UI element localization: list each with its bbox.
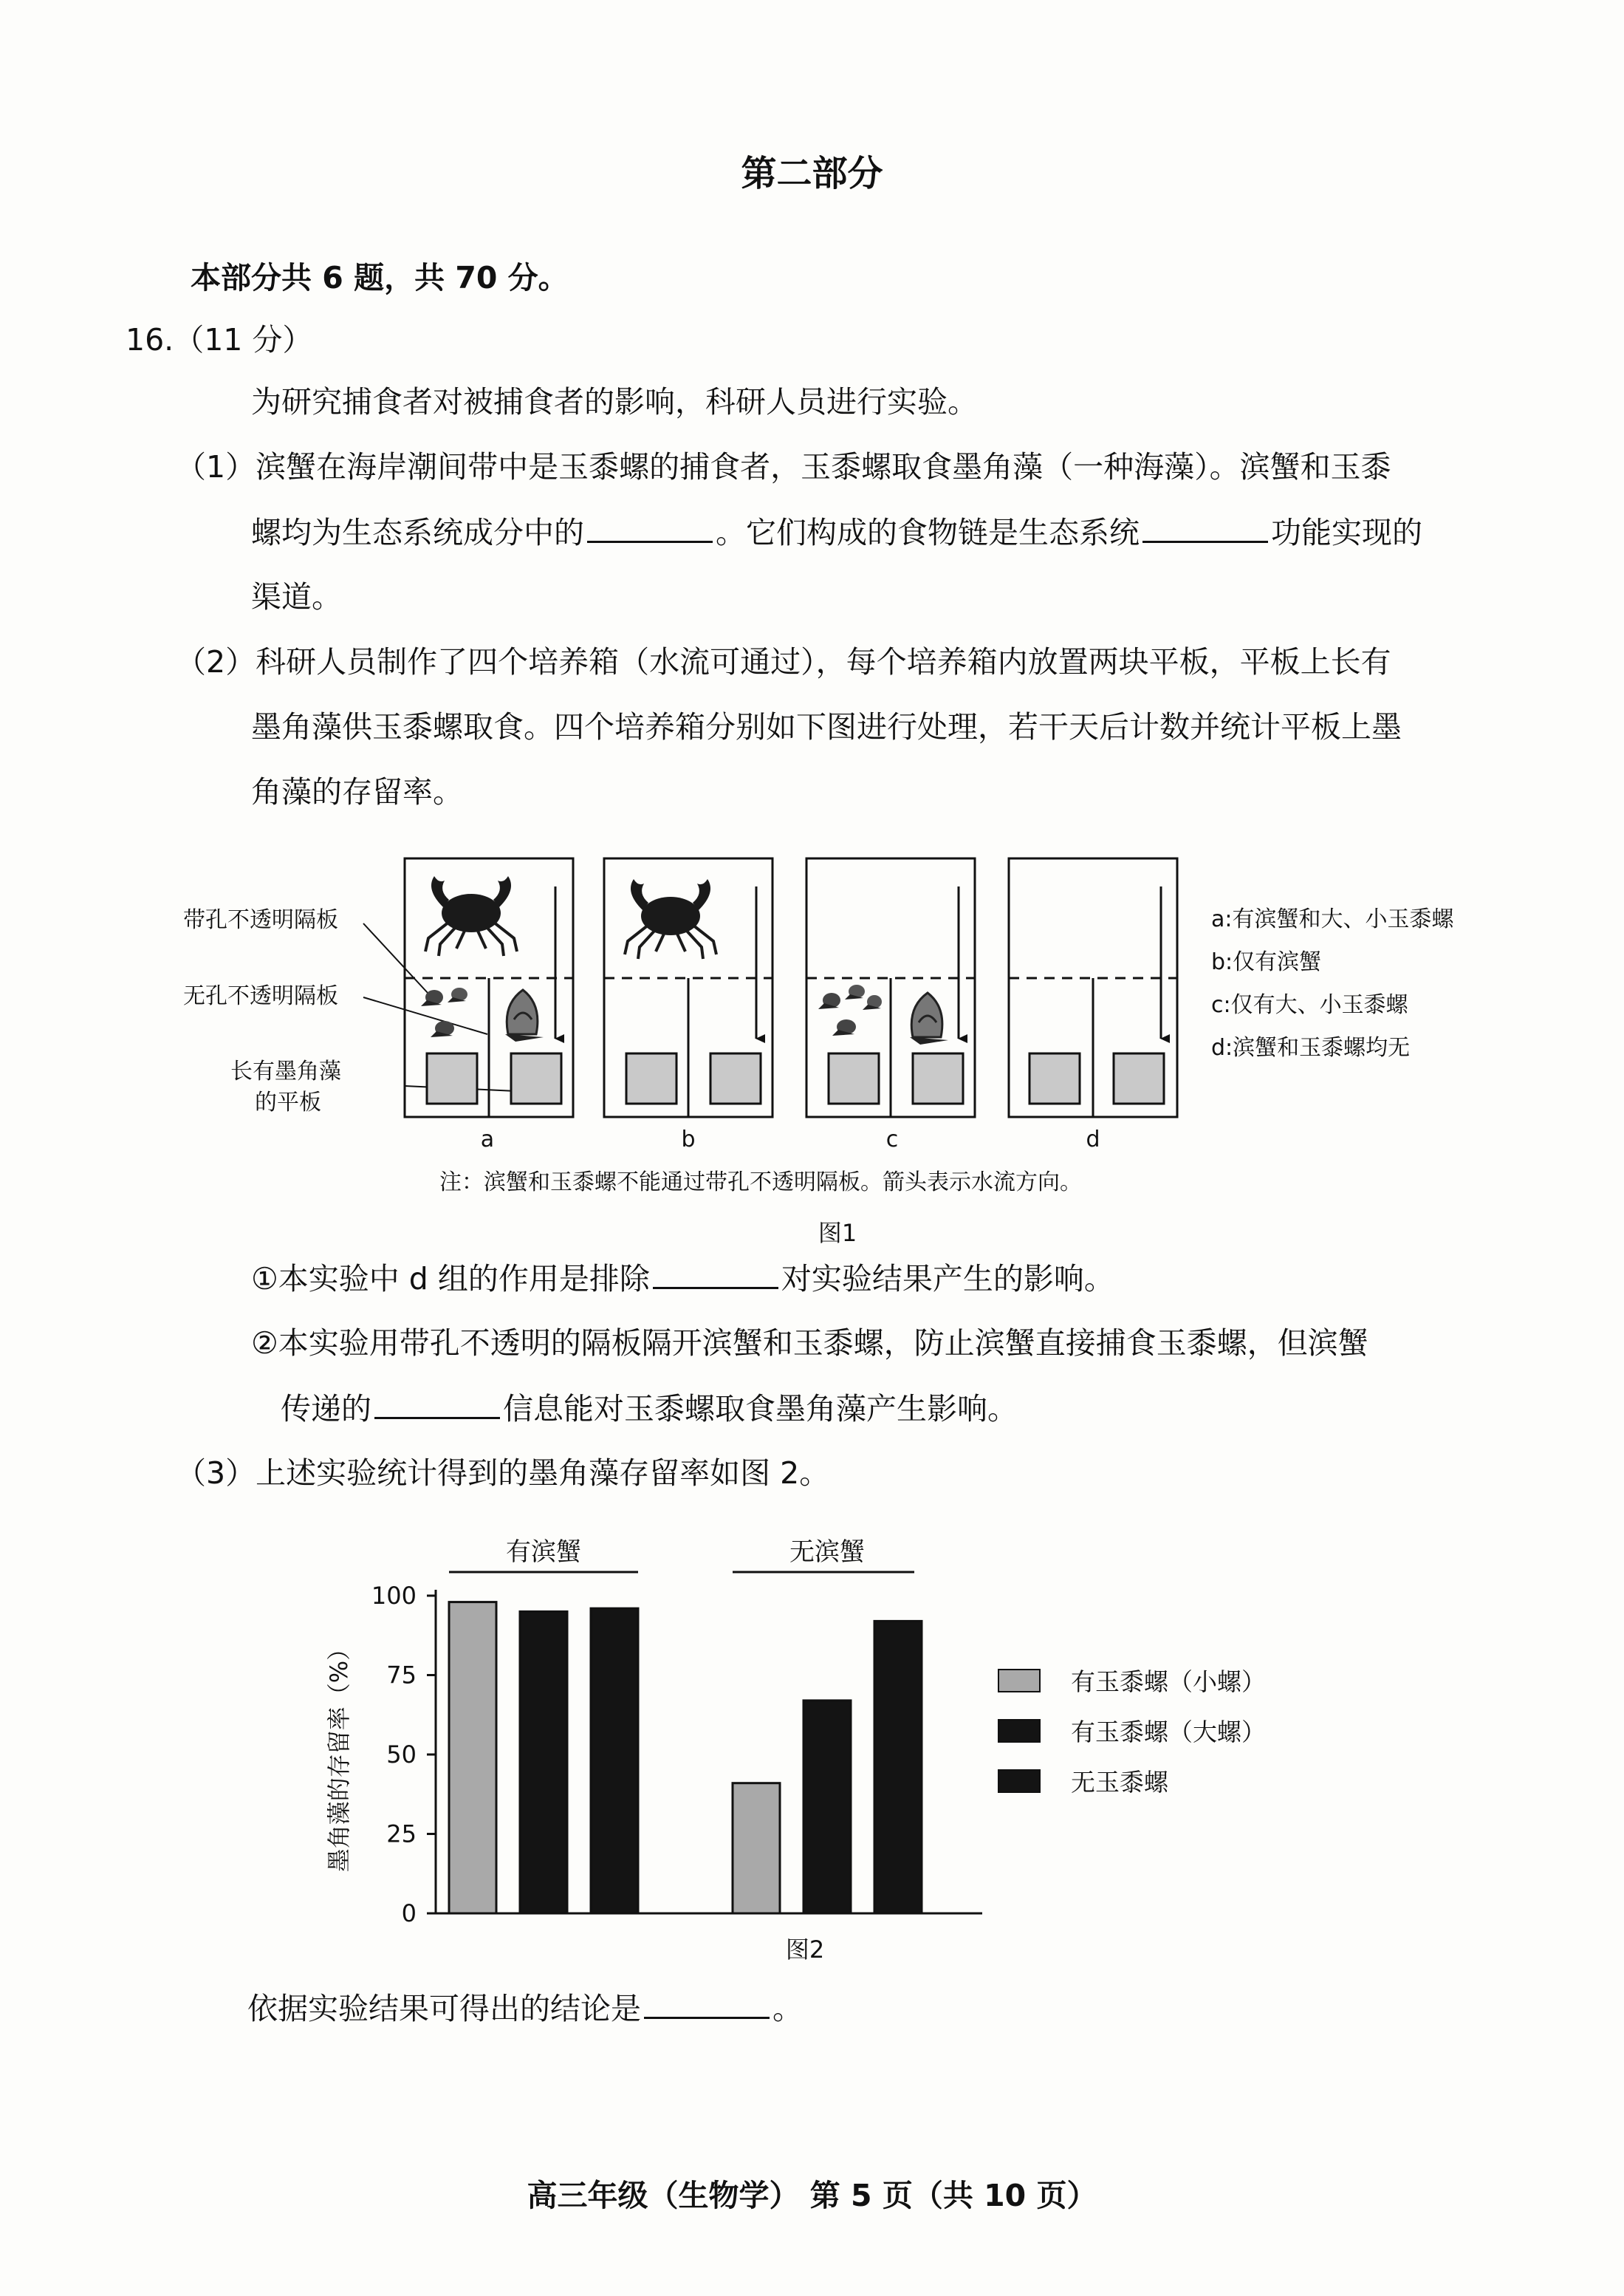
crab-icon xyxy=(625,879,716,959)
label-perforated-partition: 带孔不透明隔板 xyxy=(183,907,338,933)
y-tick-label: 50 xyxy=(386,1740,417,1769)
bar xyxy=(804,1701,851,1913)
question-stem: 为研究捕食者对被捕食者的影响，科研人员进行实验。 xyxy=(251,384,978,420)
conclusion-period: 。 xyxy=(772,1991,803,2026)
bar xyxy=(449,1602,496,1913)
pointer-line-1 xyxy=(363,923,428,994)
part2-line2: 墨角藻供玉黍螺取食。四个培养箱分别如下图进行处理，若干天后计数并统计平板上墨 xyxy=(251,709,1402,745)
legend-a: a:有滨蟹和大、小玉黍螺 xyxy=(1211,906,1454,932)
legend-swatch xyxy=(998,1770,1040,1792)
box-c xyxy=(806,858,975,1117)
label-plate-line2: 的平板 xyxy=(255,1090,321,1115)
bar xyxy=(591,1608,638,1913)
part2-line1: （2）科研人员制作了四个培养箱（水流可通过），每个培养箱内放置两块平板，平板上长有 xyxy=(176,644,1391,680)
box-label-a: a xyxy=(480,1127,495,1152)
legend-label: 有玉黍螺（小螺） xyxy=(1071,1667,1266,1696)
part1-text-a: 螺均为生态系统成分中的 xyxy=(251,515,584,550)
figure1-caption: 图1 xyxy=(818,1219,857,1247)
crab-icon xyxy=(425,876,517,956)
answer-blank-5[interactable] xyxy=(644,1990,770,2019)
box-label-c: c xyxy=(885,1127,899,1152)
subquestion-1 xyxy=(251,1260,1114,1296)
section-title: 第二部分 xyxy=(741,153,883,194)
large-snail-icon xyxy=(505,990,544,1042)
subq2-text-b: 信息能对玉黍螺取食墨角藻产生影响。 xyxy=(503,1391,1018,1427)
legend-c: c:仅有大、小玉黍螺 xyxy=(1211,992,1408,1018)
answer-blank-1[interactable] xyxy=(587,514,713,543)
legend-label: 有玉黍螺（大螺） xyxy=(1071,1718,1266,1746)
legend-swatch xyxy=(998,1670,1040,1692)
answer-blank-4[interactable] xyxy=(374,1390,500,1419)
part1-text-c: 功能实现的 xyxy=(1271,515,1422,550)
y-axis-label: 墨角藻的存留率（%） xyxy=(325,1636,353,1873)
small-snails-icon xyxy=(421,988,467,1037)
question-number: 16.（11 分） xyxy=(126,322,313,358)
small-snails-icon xyxy=(818,985,882,1036)
box-a xyxy=(405,858,573,1117)
label-plate-line1: 长有墨角藻 xyxy=(230,1059,341,1084)
bar xyxy=(874,1621,922,1913)
y-tick-label: 25 xyxy=(386,1820,417,1848)
legend-b: b:仅有滨蟹 xyxy=(1211,949,1322,975)
conclusion-line xyxy=(247,1990,803,2026)
subq2-text-a: 传递的 xyxy=(281,1391,371,1427)
group-label: 有滨蟹 xyxy=(506,1537,581,1567)
y-tick-label: 100 xyxy=(371,1582,417,1610)
subquestion-2-line2 xyxy=(281,1390,1018,1427)
subquestion-2-line1: ②本实验用带孔不透明的隔板隔开滨蟹和玉黍螺，防止滨蟹直接捕食玉黍螺，但滨蟹 xyxy=(251,1325,1368,1361)
page-footer: 高三年级（生物学） 第 5 页（共 10 页） xyxy=(527,2178,1097,2213)
part1-line3: 渠道。 xyxy=(251,579,342,615)
figure1-note: 注：滨蟹和玉黍螺不能通过带孔不透明隔板。箭头表示水流方向。 xyxy=(439,1169,1082,1195)
part1-line1: （1）滨蟹在海岸潮间带中是玉黍螺的捕食者，玉黍螺取食墨角藻（一种海藻）。滨蟹和玉黍 xyxy=(176,449,1391,485)
legend-label: 无玉黍螺 xyxy=(1071,1768,1168,1797)
part1-text-b: 。它们构成的食物链是生态系统 xyxy=(716,515,1140,550)
bar xyxy=(733,1783,780,1913)
y-tick-label: 75 xyxy=(386,1661,417,1689)
conclusion-text: 依据实验结果可得出的结论是 xyxy=(247,1991,641,2026)
y-tick-label: 0 xyxy=(401,1899,417,1927)
subq1-text-b: 对实验结果产生的影响。 xyxy=(781,1261,1114,1296)
box-label-d: d xyxy=(1086,1127,1100,1152)
box-d xyxy=(1009,858,1177,1117)
figure2-caption: 图2 xyxy=(785,1935,825,1964)
legend-d: d:滨蟹和玉黍螺均无 xyxy=(1211,1035,1411,1061)
figure1-diagram xyxy=(0,842,1624,1256)
part3-text: （3）上述实验统计得到的墨角藻存留率如图 2。 xyxy=(176,1455,830,1491)
answer-blank-2[interactable] xyxy=(1142,514,1268,543)
box-b xyxy=(604,858,772,1117)
large-snail-icon xyxy=(910,993,948,1045)
bar xyxy=(520,1612,567,1914)
legend-swatch xyxy=(998,1720,1040,1742)
subq1-text-a: ①本实验中 d 组的作用是排除 xyxy=(251,1261,650,1296)
part1-line2 xyxy=(251,514,1422,550)
answer-blank-3[interactable] xyxy=(653,1260,778,1289)
box-label-b: b xyxy=(681,1127,696,1152)
section-intro: 本部分共 6 题，共 70 分。 xyxy=(191,260,569,295)
group-label: 无滨蟹 xyxy=(789,1537,865,1567)
label-solid-partition: 无孔不透明隔板 xyxy=(183,983,338,1009)
part2-line3: 角藻的存留率。 xyxy=(251,774,463,810)
figure2-bar-chart xyxy=(0,1514,1624,1972)
